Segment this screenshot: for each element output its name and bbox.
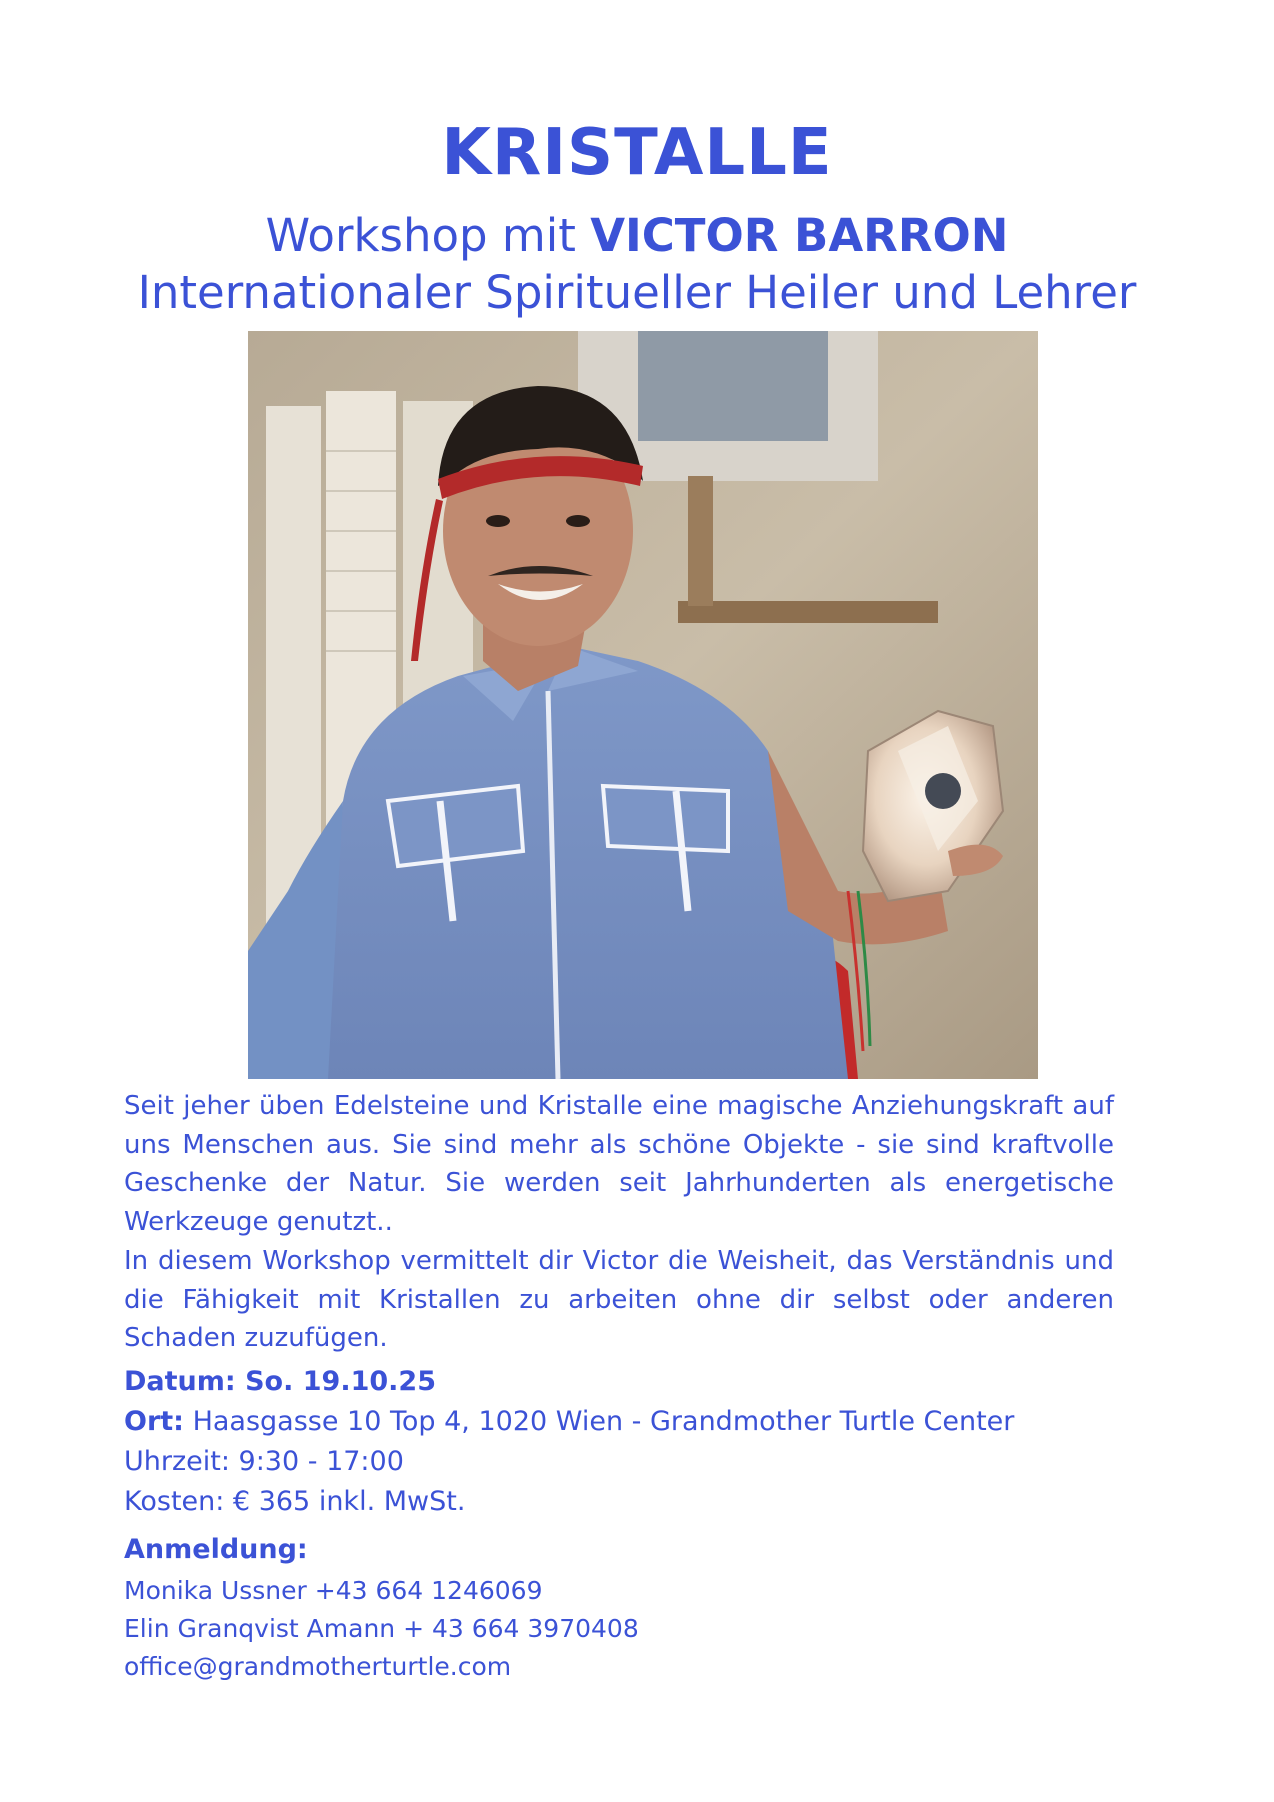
subtitle-prefix: Workshop mit bbox=[265, 209, 591, 262]
contact-email[interactable]: office@grandmotherturtle.com bbox=[124, 1652, 512, 1681]
teacher-tagline: Internationaler Spiritueller Heiler und Lehrer bbox=[137, 266, 1137, 319]
registration-label bbox=[124, 1530, 1174, 1570]
contact-elin: Elin Granqvist Amann + 43 664 3970408 bbox=[124, 1614, 639, 1643]
registration-label-text: Anmeldung: bbox=[124, 1534, 308, 1565]
page-title: KRISTALLE bbox=[441, 116, 833, 190]
event-time: Uhrzeit: 9:30 - 17:00 bbox=[124, 1446, 404, 1477]
description bbox=[124, 1087, 1114, 1358]
event-location bbox=[124, 1402, 1174, 1442]
teacher-name: VICTOR BARRON bbox=[590, 209, 1009, 262]
location-value: Haasgasse 10 Top 4, 1020 Wien - Grandmother Turtle Center bbox=[183, 1406, 1015, 1437]
description-paragraph-1: Seit jeher üben Edelsteine und Kristalle eine magische Anziehungskraft auf uns Menschen aus. Sie sind mehr als schöne Objekte - sie sind kraftvolle Geschenke der Natur. Sie werden seit Jahrhunderten als energetische Werkzeuge genutzt.. bbox=[124, 1091, 1114, 1238]
location-label: Ort: bbox=[124, 1406, 184, 1437]
description-paragraph-2: In diesem Workshop vermittelt dir Victor die Weisheit, das Verständnis und die Fähigkeit mit Kristallen zu arbeiten ohne dir selbst oder anderen Schaden zuzufügen. bbox=[124, 1245, 1114, 1354]
teacher-photo bbox=[248, 331, 1038, 1079]
event-date bbox=[124, 1362, 1174, 1402]
event-cost: Kosten: € 365 inkl. MwSt. bbox=[124, 1486, 466, 1517]
workshop-subtitle bbox=[0, 206, 1274, 266]
contact-monika: Monika Ussner +43 664 1246069 bbox=[124, 1576, 543, 1605]
event-date-text: Datum: So. 19.10.25 bbox=[124, 1366, 436, 1397]
